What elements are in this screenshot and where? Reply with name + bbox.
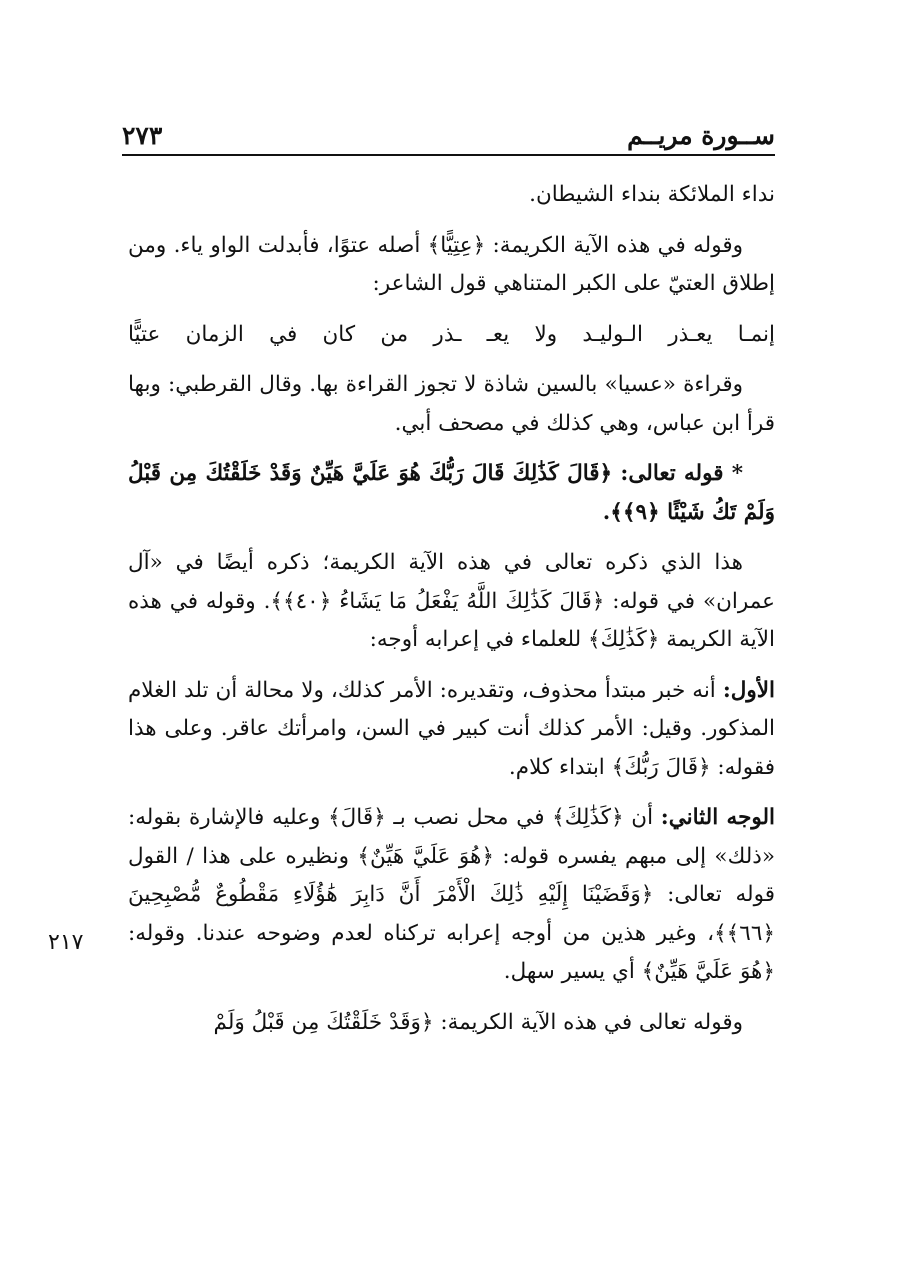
paragraph-8 — [128, 799, 775, 992]
paragraph-4 — [128, 366, 775, 443]
running-header — [122, 108, 775, 156]
paragraph-lead: الأول: — [722, 677, 775, 703]
paragraph-6 — [128, 544, 775, 660]
paragraph-2 — [128, 227, 775, 304]
paragraph-text: هذا الذي ذكره تعالى في هذه الآية الكريمة؛ ذكره أيضًا في «آل عمران» في قوله: ﴿قَالَ كَذَٰلِكَ اللَّهُ يَفْعَلُ مَا يَشَاءُ ﴿٤٠﴾﴾. وقوله في هذه الآية الكريمة ﴿كَذَٰلِكَ﴾ للعلماء في إعرابه أوجه: — [128, 550, 775, 652]
paragraph-lead: الوجه الثاني: — [660, 805, 775, 830]
paragraph-text: إنمـا يعـذر الـوليـد ولا يعـ ـذر من كان في الزمان عتيًّا — [128, 321, 775, 347]
paragraph-9 — [128, 1004, 775, 1043]
page-number: ٢٧٣ — [122, 121, 163, 150]
header-title: ســورة مريــم — [627, 121, 775, 150]
paragraph-text: وقوله تعالى في هذه الآية الكريمة: ﴿وَقَدْ خَلَقْتُكَ مِن قَبْلُ وَلَمْ — [213, 1009, 743, 1035]
quran-quote-paragraph — [128, 455, 775, 532]
paragraph-1 — [128, 176, 775, 215]
margin-page-reference: ٢١٧ — [48, 930, 84, 955]
paragraph-text: نداء الملائكة بنداء الشيطان. — [529, 182, 775, 207]
body-text — [128, 176, 775, 1054]
paragraph-text: أن ﴿كَذَٰلِكَ﴾ في محل نصب بـ ﴿قَالَ﴾ وعليه فالإشارة بقوله: «ذلك» إلى مبهم يفسره قوله: ﴿هُوَ عَلَيَّ هَيِّنٌ﴾ ونظيره على هذا / القول قوله تعالى: ﴿وَقَضَيْنَا إِلَيْهِ ذَٰلِكَ الْأَمْرَ أَنَّ دَابِرَ هَٰؤُلَاءِ مَقْطُوعٌ مُّصْبِحِينَ ﴿٦٦﴾﴾، وغير هذين من أوجه إعرابه تركناه لعدم وضوحه عندنا. وقوله: ﴿هُوَ عَلَيَّ هَيِّنٌ﴾ أي يسير سهل. — [128, 805, 775, 984]
paragraph-text: * قوله تعالى: ﴿قَالَ كَذَٰلِكَ قَالَ رَبُّكَ هُوَ عَلَيَّ هَيِّنٌ وَقَدْ خَلَقْتُكَ مِن قَبْلُ وَلَمْ تَكُ شَيْئًا ﴿٩﴾﴾. — [128, 461, 775, 525]
poetry-verse — [128, 316, 775, 355]
paragraph-text: وقوله في هذه الآية الكريمة: ﴿عِتِيًّا﴾ أصله عتوًا، فأبدلت الواو ياء. ومن إطلاق العتيّ على الكبر المتناهي قول الشاعر: — [128, 232, 775, 296]
paragraph-7 — [128, 672, 775, 788]
paragraph-text: وقراءة «عسيا» بالسين شاذة لا تجوز القراءة بها. وقال القرطبي: وبها قرأ ابن عباس، وهي كذلك في مصحف أبي. — [128, 372, 775, 436]
paragraph-text: أنه خبر مبتدأ محذوف، وتقديره: الأمر كذلك، ولا محالة أن تلد الغلام المذكور. وقيل: الأمر كذلك أنت كبير في السن، وامرأتك عاقر. وعلى هذا فقوله: ﴿قَالَ رَبُّكَ﴾ ابتداء كلام. — [128, 677, 775, 780]
